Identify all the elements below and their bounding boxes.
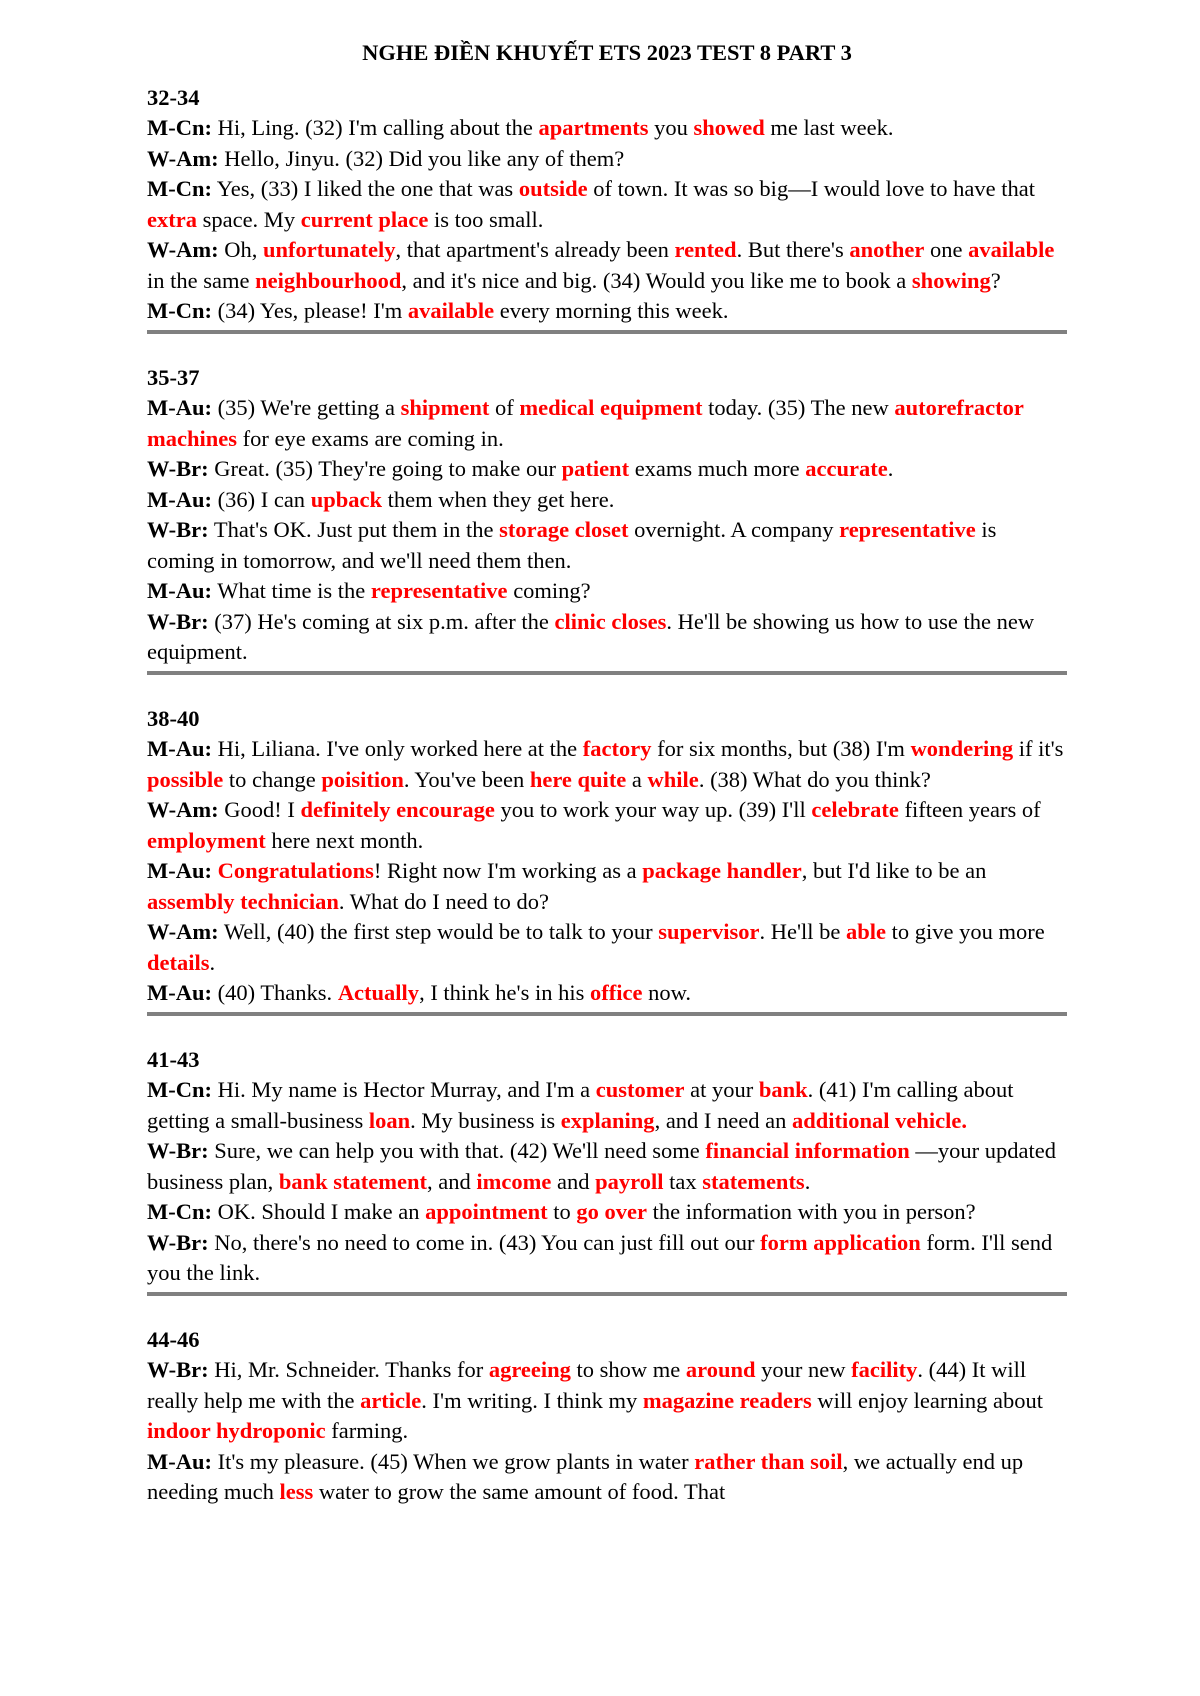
dialogue-text: Great. (35) They're going to make our: [208, 456, 562, 481]
speaker-label: M-Au:: [147, 395, 212, 420]
dialogue-text: one: [924, 237, 969, 262]
answer-word: indoor hydroponic: [147, 1418, 326, 1443]
dialogue-text: . (41) I'm calling about getting a small-business: [147, 1077, 1014, 1133]
dialogue-text: to change: [223, 766, 322, 792]
dialogue-turn: [147, 454, 1067, 485]
answer-word: storage closet: [499, 517, 629, 542]
answer-word: appointment: [425, 1199, 548, 1224]
speaker-label: M-Au:: [147, 486, 212, 512]
answer-word: form application: [760, 1229, 921, 1255]
answer-word: patient: [561, 456, 630, 481]
dialogue-text: is coming in tomorrow, and we'll need them then.: [147, 517, 997, 573]
dialogue-text: . He'll be: [759, 919, 847, 944]
answer-word: shipment: [400, 395, 490, 420]
dialogue-text: here next month.: [265, 827, 424, 853]
answer-word: another: [849, 237, 925, 262]
section-44-46: [147, 1325, 1067, 1508]
dialogue-text: to give you more: [886, 919, 1045, 944]
section-number: 32-34: [147, 84, 200, 110]
answer-word: autorefractor machines: [147, 395, 1024, 451]
dialogue-text: to: [547, 1199, 577, 1224]
dialogue-text: . You've been: [403, 766, 530, 792]
dialogue-text: Hi, Mr. Schneider. Thanks for: [208, 1357, 489, 1382]
answer-word: facility: [851, 1357, 918, 1382]
answer-word: available: [407, 298, 495, 323]
dialogue-text: Hello, Jinyu. (32) Did you like any of them?: [218, 145, 625, 171]
dialogue-turn: [147, 734, 1067, 795]
dialogue-turn: [147, 144, 1067, 175]
section-number: 38-40: [147, 705, 200, 731]
dialogue-text: OK. Should I make an: [211, 1199, 426, 1224]
speaker-label: M-Au:: [147, 578, 212, 603]
answer-word: while: [647, 766, 699, 792]
answer-word: Actually: [337, 980, 420, 1005]
answer-word: accurate: [805, 456, 888, 481]
section-32-34: [147, 83, 1067, 334]
dialogue-text: form. I'll send you the link.: [147, 1229, 1053, 1285]
dialogue-turn: [147, 1136, 1067, 1197]
dialogue-text: , and it's nice and big. (34) Would you like me to book a: [401, 267, 912, 293]
speaker-label: W-Br:: [147, 1357, 209, 1382]
answer-word: Congratulations: [217, 858, 374, 883]
section-38-40: [147, 704, 1067, 1016]
dialogue-text: . (44) It will really help me with the: [147, 1357, 1027, 1413]
dialogue-text: will enjoy learning about: [811, 1387, 1043, 1413]
answer-word: magazine readers: [642, 1387, 812, 1413]
section-number: 35-37: [147, 364, 200, 390]
dialogue-text: , and: [427, 1168, 477, 1194]
answer-word: financial information: [705, 1138, 910, 1163]
dialogue-text: today. (35) The new: [702, 395, 895, 420]
answer-word: statements: [702, 1168, 805, 1194]
speaker-label: M-Au:: [147, 980, 212, 1005]
section-number: 44-46: [147, 1326, 200, 1352]
dialogue-text: No, there's no need to come in. (43) You can just fill out our: [208, 1229, 761, 1255]
dialogue-text: Yes, (33) I liked the one that was: [211, 176, 519, 201]
answer-word: available: [968, 237, 1055, 262]
answer-word: definitely encourage: [300, 797, 495, 822]
section-divider: [147, 330, 1067, 334]
dialogue-text: That's OK. Just put them in the: [208, 517, 500, 542]
answer-word: supervisor: [658, 919, 760, 944]
answer-word: extra: [147, 206, 197, 232]
dialogue-turn: [147, 113, 1067, 144]
dialogue-text: , I think he's in his: [419, 980, 590, 1005]
dialogue-text: , that apartment's already been: [395, 237, 675, 262]
dialogue-text: (34) Yes, please! I'm: [211, 298, 408, 323]
dialogue-text: water to grow the same amount of food. That: [313, 1479, 726, 1504]
answer-word: payroll: [595, 1168, 664, 1194]
answer-word: additional vehicle.: [792, 1107, 968, 1133]
answer-word: outside: [518, 176, 588, 201]
dialogue-text: . What do I need to do?: [338, 888, 550, 914]
answer-word: showed: [693, 115, 765, 140]
answer-word: celebrate: [811, 797, 899, 822]
dialogue-text: fifteen years of: [898, 797, 1041, 822]
answer-word: explaning: [560, 1107, 655, 1133]
dialogue-text: Hi, Liliana. I've only worked here at the: [211, 736, 583, 761]
dialogue-text: the information with you in person?: [646, 1199, 976, 1224]
answer-word: apartments: [538, 115, 649, 140]
answer-word: medical equipment: [519, 395, 703, 420]
speaker-label: M-Cn:: [147, 298, 212, 323]
dialogue-text: . (38) What do you think?: [698, 766, 931, 792]
section-divider: [147, 1292, 1067, 1296]
section-41-43: [147, 1045, 1067, 1296]
speaker-label: W-Br:: [147, 517, 209, 542]
answer-word: agreeing: [488, 1357, 571, 1382]
answer-word: able: [846, 919, 887, 944]
dialogue-turn: [147, 485, 1067, 516]
section-divider: [147, 671, 1067, 675]
dialogue-text: if it's: [1013, 736, 1064, 761]
answer-word: upback: [310, 486, 382, 512]
dialogue-text: (37) He's coming at six p.m. after the: [208, 608, 555, 634]
dialogue-turn: [147, 174, 1067, 235]
dialogue-text: . He'll be showing us how to use the new equipment.: [147, 608, 1035, 664]
section-divider: [147, 1012, 1067, 1016]
dialogue-text: , but I'd like to be an: [801, 858, 987, 883]
answer-word: package handler: [642, 858, 802, 883]
answer-word: factory: [582, 736, 652, 761]
dialogue-turn: [147, 917, 1067, 978]
dialogue-turn: [147, 795, 1067, 856]
dialogue-text: exams much more: [629, 456, 806, 481]
speaker-label: M-Cn:: [147, 1077, 212, 1102]
dialogue-text: is too small.: [428, 206, 544, 232]
answer-word: imcome: [476, 1168, 552, 1194]
dialogue-text: ?: [990, 267, 1001, 293]
speaker-label: W-Am:: [147, 237, 219, 262]
dialogue-text: Well, (40) the first step would be to talk to your: [218, 919, 659, 944]
answer-word: representative: [370, 578, 508, 603]
speaker-label: M-Au:: [147, 736, 212, 761]
answer-word: here quite: [529, 766, 627, 792]
dialogue-text: of: [489, 395, 520, 420]
dialogue-text: for six months, but (38) I'm: [651, 736, 911, 761]
dialogue-text: It's my pleasure. (45) When we grow plants in water: [211, 1448, 695, 1474]
dialogue-text: Good! I: [218, 797, 301, 822]
answer-word: bank: [758, 1077, 808, 1102]
dialogue-text: and: [551, 1168, 596, 1194]
dialogue-text: .: [209, 949, 216, 975]
speaker-label: W-Br:: [147, 1229, 209, 1255]
speaker-label: W-Am:: [147, 797, 219, 822]
dialogue-turn: [147, 1228, 1067, 1289]
dialogue-turn: [147, 576, 1067, 607]
dialogue-text: Hi. My name is Hector Murray, and I'm a: [211, 1077, 596, 1102]
dialogue-text: , we actually end up needing much: [147, 1448, 1024, 1504]
speaker-label: W-Am:: [147, 919, 219, 944]
dialogue-turn: [147, 1447, 1067, 1508]
dialogue-text: in the same: [147, 267, 256, 293]
answer-word: rented: [674, 237, 737, 262]
speaker-label: M-Au:: [147, 1448, 212, 1474]
speaker-label: W-Am:: [147, 145, 219, 171]
answer-word: customer: [595, 1077, 685, 1102]
dialogue-turn: [147, 856, 1067, 917]
dialogue-turn: [147, 1075, 1067, 1136]
dialogue-text: (35) We're getting a: [211, 395, 401, 420]
answer-word: possible: [147, 766, 224, 792]
dialogue-turn: [147, 978, 1067, 1009]
dialogue-turn: [147, 296, 1067, 327]
dialogue-text: of town. It was so big—I would love to have that: [587, 176, 1036, 201]
answer-word: clinic closes: [554, 608, 667, 634]
answer-word: representative: [839, 517, 976, 542]
speaker-label: W-Br:: [147, 1138, 209, 1163]
answer-word: rather than soil: [694, 1448, 843, 1474]
dialogue-text: What time is the: [211, 578, 371, 603]
answer-word: around: [685, 1357, 756, 1382]
answer-word: loan: [368, 1107, 411, 1133]
answer-word: poisition: [321, 766, 404, 792]
dialogue-turn: [147, 393, 1067, 454]
speaker-label: W-Br:: [147, 456, 209, 481]
speaker-label: M-Cn:: [147, 176, 212, 201]
answer-word: unfortunately: [263, 237, 396, 262]
dialogue-turn: [147, 235, 1067, 296]
dialogue-text: . But there's: [736, 237, 850, 262]
dialogue-text: Sure, we can help you with that. (42) We'll need some: [208, 1138, 706, 1163]
dialogue-text: .: [887, 456, 894, 481]
answer-word: less: [279, 1479, 314, 1504]
dialogue-text: to show me: [570, 1357, 686, 1382]
section-number: 41-43: [147, 1046, 200, 1072]
dialogue-text: coming?: [507, 578, 591, 603]
dialogue-text: farming.: [325, 1418, 409, 1443]
speaker-label: M-Cn:: [147, 115, 212, 140]
answer-word: wondering: [910, 736, 1014, 761]
speaker-label: M-Cn:: [147, 1199, 212, 1224]
dialogue-text: your new: [755, 1357, 852, 1382]
section-35-37: [147, 363, 1067, 675]
answer-word: go over: [576, 1199, 647, 1224]
dialogue-text: , and I need an: [654, 1107, 793, 1133]
dialogue-text: you: [648, 115, 694, 140]
dialogue-text: you to work your way up. (39) I'll: [494, 797, 812, 822]
answer-word: assembly technician: [147, 888, 339, 914]
dialogue-text: them when they get here.: [381, 486, 615, 512]
dialogue-text: (40) Thanks.: [211, 980, 338, 1005]
dialogue-text: . My business is: [410, 1107, 561, 1133]
dialogue-text: me last week.: [764, 115, 894, 140]
dialogue-text: at your: [684, 1077, 759, 1102]
dialogue-text: for eye exams are coming in.: [237, 425, 504, 451]
dialogue-turn: [147, 1197, 1067, 1228]
answer-word: current place: [300, 206, 429, 232]
document-title: NGHE ĐIỀN KHUYẾT ETS 2023 TEST 8 PART 3: [362, 40, 852, 65]
dialogue-text: (36) I can: [211, 486, 311, 512]
answer-word: office: [590, 980, 643, 1005]
dialogue-text: . I'm writing. I think my: [421, 1387, 643, 1413]
dialogue-text: tax: [663, 1168, 703, 1194]
document-page: [147, 38, 1067, 1508]
answer-word: details: [147, 949, 210, 975]
speaker-label: M-Au:: [147, 858, 212, 883]
answer-word: employment: [147, 827, 266, 853]
dialogue-text: Hi, Ling. (32) I'm calling about the: [211, 115, 539, 140]
dialogue-turn: [147, 607, 1067, 668]
dialogue-text: overnight. A company: [628, 517, 840, 542]
dialogue-turn: [147, 515, 1067, 576]
answer-word: bank statement: [278, 1168, 428, 1194]
transcript-sections: [147, 83, 1067, 1508]
dialogue-turn: [147, 1355, 1067, 1447]
dialogue-text: a: [626, 766, 648, 792]
dialogue-text: now.: [642, 980, 692, 1005]
dialogue-text: every morning this week.: [494, 298, 729, 323]
dialogue-text: ! Right now I'm working as a: [373, 858, 643, 883]
speaker-label: W-Br:: [147, 608, 209, 634]
answer-word: showing: [911, 267, 991, 293]
answer-word: neighbourhood: [255, 267, 402, 293]
dialogue-text: —your updated business plan,: [147, 1138, 1056, 1194]
dialogue-text: Oh,: [218, 237, 264, 262]
dialogue-text: space. My: [196, 206, 301, 232]
dialogue-text: .: [804, 1168, 811, 1194]
answer-word: article: [360, 1387, 422, 1413]
